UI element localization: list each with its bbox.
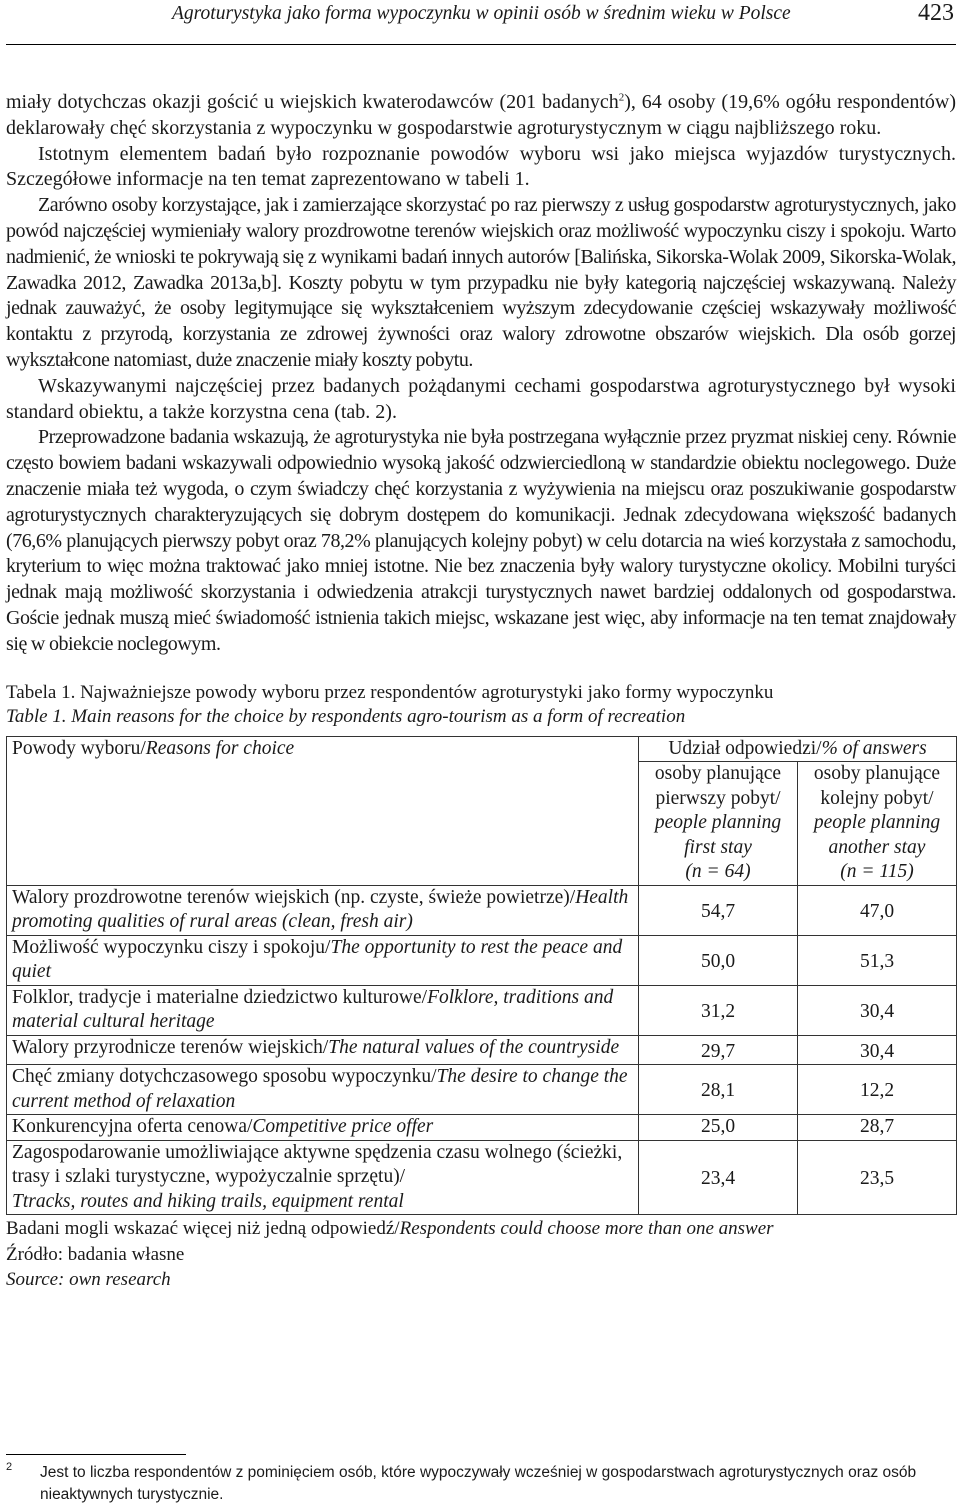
page — [6, 0, 956, 1503]
reason-cell: Walory prozdrowotne terenów wiejskich (np. czyste, świeże powietrze)/Health promoting qualities of rural areas (clean, fresh air) — [7, 885, 639, 935]
reason-cell: Konkurencyjna oferta cenowa/Competitive price offer — [7, 1115, 639, 1141]
paragraph-3: Zarówno osoby korzystające, jak i zamierzające skorzystać po raz pierwszy z usług gospodarstw agroturystycznych, jako powód najczęściej wymieniały walory prozdrowotne terenów wiejskich oraz możliwość wypoczynku ciszy i spokoju. Warto nadmienić, że wnioski te pokrywają się z wynikami badań innych autorów [Balińska, Sikorska-Wolak 2009, Sikorska-Wolak, Zawadka 2012, Zawadka 2013a,b]. Koszty pobytu w tym przypadku nie były kategorią najczęściej wskazywaną. Należy jednak zauważyć, że osoby legitymujące się wykształceniem wyższym zdecydowanie częściej wskazywały możliwość kontaktu z przyrodą, korzystania ze zdrowej żywności oraz walory zdrowotne obszarów wiejskich. Dla osób gorzej wykształcone natomiast, duże znaczenie miały koszty pobytu. — [6, 194, 956, 371]
paragraph-1 — [6, 90, 956, 142]
footnote-text: Jest to liczba respondentów z pominięciem osób, które wypoczywały wcześniej w gospodarstwach agroturystycznych oraz osób nieaktywnych turystycznie. — [40, 1464, 917, 1503]
table-note: Badani mogli wskazać więcej niż jedną odpowiedź/Respondents could choose more than one answer — [6, 1218, 774, 1240]
page-number: 423 — [918, 0, 954, 26]
another-stay-value: 28,7 — [798, 1115, 957, 1141]
table-row — [7, 985, 957, 1035]
first-stay-value: 50,0 — [639, 935, 798, 985]
reason-cell: Chęć zmiany dotychczasowego sposobu wypoczynku/The desire to change the current method of relaxation — [7, 1065, 639, 1115]
table-row — [7, 1140, 957, 1215]
paragraph-5: Przeprowadzone badania wskazują, że agroturystyka nie była postrzegana wyłącznie przez pryzmat niskiej ceny. Równie często bowiem badani wskazywali odpowiednio wysoką jakość odzwierciedloną w standardzie obiektu noclegowego. Duże znaczenie miała też wygoda, o czym świadczy chęć korzystania z wyżywienia na miejscu oraz poszukiwanie gospodarstw agroturystycznych charakteryzujących się dobrym dostępem do komunikacji. Jednak zdecydowana większość badanych (76,6% planujących pierwszy pobyt oraz 78,2% planujących kolejny pobyt) w celu dotarcia na wieś korzystała z samochodu, kryterium to więc można traktować jako mniej istotne. Nie bez znaczenia były walory turystyczne okolicy. Mobilni turyści jednak mają możliwość skorzystania i odwiedzenia atrakcji turystycznych nawet bardziej oddalonych od gospodarstwa. Goście jednak muszą mieć świadomość istnienia takich miejsc, wskazane jest więc, aby informacje na ten temat znajdowały się w obiekcie noclegowym. — [6, 426, 956, 655]
footnote-reference: 2 — [618, 91, 625, 104]
table-row — [7, 1115, 957, 1141]
first-stay-value: 28,1 — [639, 1065, 798, 1115]
another-stay-value: 23,5 — [798, 1140, 957, 1215]
first-stay-value: 29,7 — [639, 1035, 798, 1065]
reasons-table — [6, 736, 957, 1216]
answers-group-header: Udział odpowiedzi/% of answers — [639, 736, 957, 762]
another-stay-value: 30,4 — [798, 1035, 957, 1065]
reasons-column-header: Powody wyboru/Reasons for choice — [7, 736, 639, 885]
footnote-rule — [6, 1454, 186, 1455]
footnote — [6, 1462, 956, 1506]
reason-cell: Folklor, tradycje i materialne dziedzictwo kulturowe/Folklore, traditions and material cultural heritage — [7, 985, 639, 1035]
table-row — [7, 1065, 957, 1115]
table-row — [7, 935, 957, 985]
paragraph-4: Wskazywanymi najczęściej przez badanych pożądanymi cechami gospodarstwa agroturystycznego był wysoki standard obiektu, a także korzystna cena (tab. 2). — [6, 374, 956, 423]
reason-cell: Walory przyrodnicze terenów wiejskich/The natural values of the countryside — [7, 1035, 639, 1065]
table-notes — [6, 1216, 956, 1293]
source-pl: Źródło: badania własne — [6, 1243, 185, 1265]
paragraph-1-end: ), 64 osoby (19,6% ogółu respondentów) deklarowały chęć skorzystania z wypoczynku w gospodarstwie agroturystycznym w ciągu najbliższego roku. — [6, 91, 956, 139]
footnote-mark: 2 — [6, 1461, 13, 1473]
body-text — [6, 90, 956, 658]
paragraph-1-start: miały dotychczas okazji gościć u wiejskich kwaterodawców (201 badanych — [6, 91, 619, 113]
running-title: Agroturystyka jako forma wypoczynku w opinii osób w średnim wieku w Polsce — [172, 3, 791, 24]
table-row — [7, 885, 957, 935]
source-en: Source: own research — [6, 1269, 171, 1291]
table-row — [7, 1035, 957, 1065]
reason-cell: Możliwość wypoczynku ciszy i spokoju/The opportunity to rest the peace and quiet — [7, 935, 639, 985]
another-stay-value: 12,2 — [798, 1065, 957, 1115]
first-stay-value: 54,7 — [639, 885, 798, 935]
first-stay-value: 23,4 — [639, 1140, 798, 1215]
another-stay-header: osoby planujące kolejny pobyt/ people planning another stay (n = 115) — [798, 762, 957, 886]
first-stay-header: osoby planujące pierwszy pobyt/ people planning first stay (n = 64) — [639, 762, 798, 886]
reason-cell: Zagospodarowanie umożliwiające aktywne spędzenia czasu wolnego (ścieżki, trasy i szlaki turystyczne, wypożyczalnie sprzętu)/ Ttracks, routes and hiking trails, equipment rental — [7, 1140, 639, 1215]
another-stay-value: 47,0 — [798, 885, 957, 935]
first-stay-value: 25,0 — [639, 1115, 798, 1141]
paragraph-2: Istotnym elementem badań było rozpoznanie powodów wyboru wsi jako miejsca wyjazdów turystycznych. Szczegółowe informacje na ten temat zaprezentowano w tabeli 1. — [6, 142, 956, 191]
table-header-row — [7, 736, 957, 762]
another-stay-value: 30,4 — [798, 985, 957, 1035]
first-stay-value: 31,2 — [639, 985, 798, 1035]
another-stay-value: 51,3 — [798, 935, 957, 985]
table-caption-pl: Tabela 1. Najważniejsze powody wyboru przez respondentów agroturystyki jako formy wypoczynku — [6, 681, 774, 703]
table-caption-en: Table 1. Main reasons for the choice by respondents agro-tourism as a form of recreation — [6, 706, 686, 728]
running-header — [6, 0, 956, 45]
table-caption — [6, 681, 956, 730]
